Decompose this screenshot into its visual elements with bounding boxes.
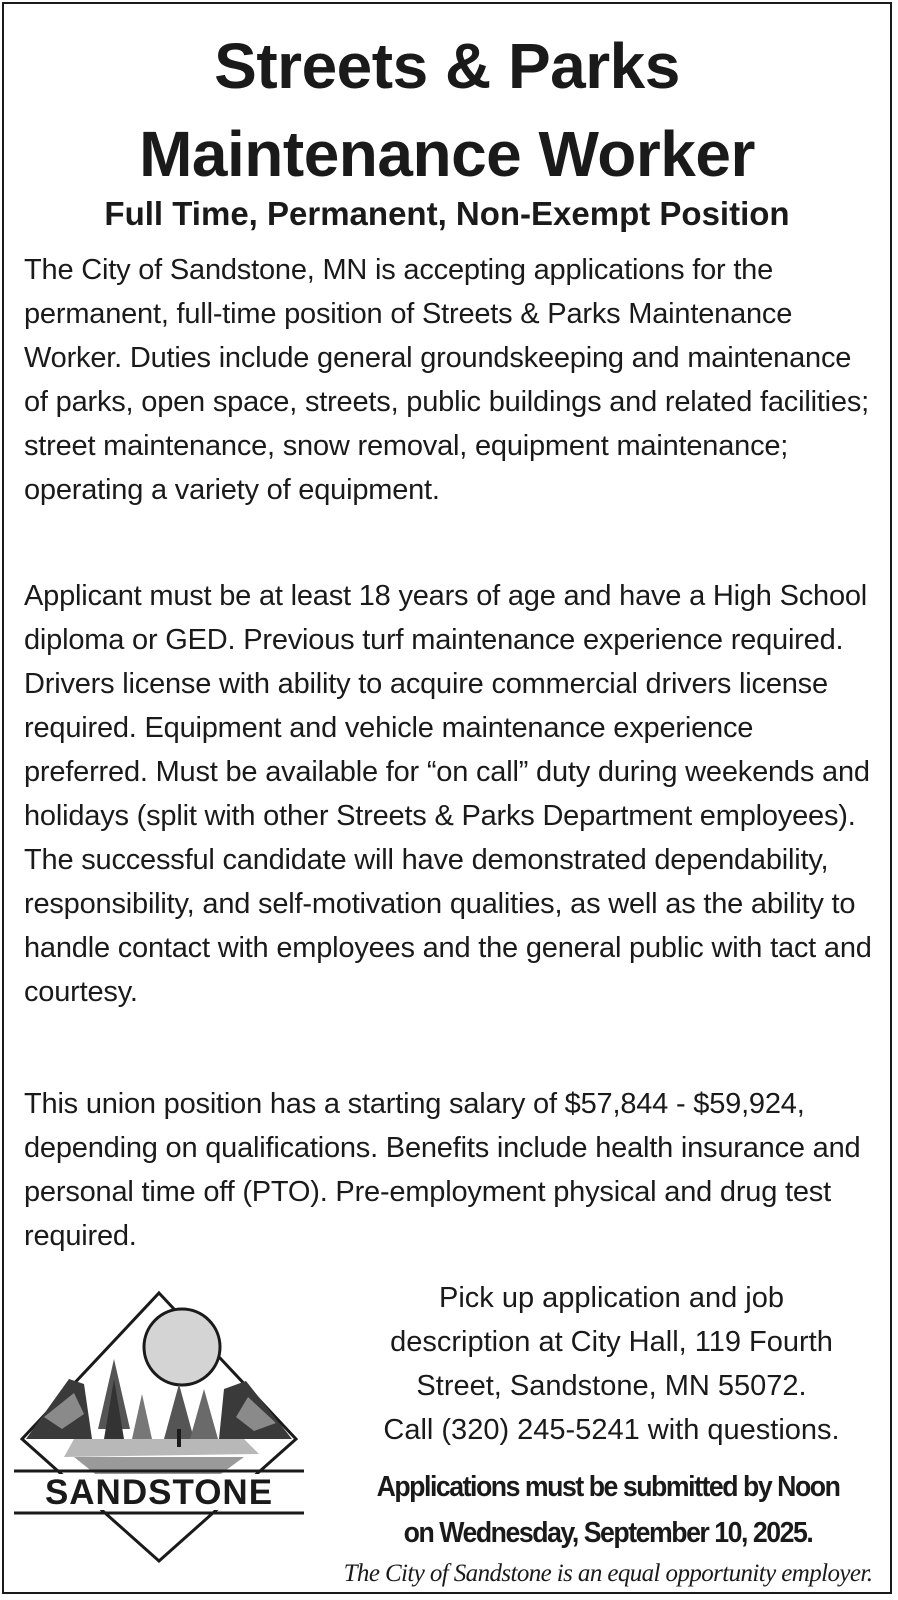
sandstone-city-logo (14, 1289, 304, 1569)
logo-sun (144, 1309, 220, 1385)
equal-opportunity-statement: The City of Sandstone is an equal opportunity employer. (343, 1560, 873, 1587)
application-pickup-info (334, 1276, 889, 1452)
job-title-line-2: Maintenance Worker (139, 118, 755, 191)
job-advertisement (2, 2, 892, 1594)
sandstone-logo-graphic (14, 1289, 304, 1569)
contact-phone-line: Call (320) 245-5241 with questions. (383, 1414, 840, 1446)
logo-wordmark: SANDSTONE (44, 1473, 274, 1512)
position-type: Full Time, Permanent, Non-Exempt Position (104, 195, 790, 232)
contact-line-2: description at City Hall, 119 Fourth (390, 1326, 833, 1358)
salary-paragraph: This union position has a starting salary of $57,844 - $59,924, depending on qualifications. Benefits include health insurance and personal time off (PTO). Pre-employment physical and drug test required. (24, 1088, 861, 1252)
deadline-line-1: Applications must be submitted by Noon (376, 1471, 840, 1503)
logo-water (64, 1439, 259, 1457)
application-deadline (345, 1464, 871, 1556)
deadline-line-2: on Wednesday, September 10, 2025. (403, 1517, 813, 1549)
duties-paragraph: The City of Sandstone, MN is accepting applications for the permanent, full-time position of Streets & Parks Maintenance Worker. Duties include general groundskeeping and maintenance of parks, open space, streets, public buildings and related facilities; street maintenance, snow removal, equipment maintenance; operating a variety of equipment. (24, 254, 870, 506)
job-title-line-1: Streets & Parks (214, 30, 680, 102)
contact-line-1: Pick up application and job (438, 1282, 784, 1314)
requirements-paragraph: Applicant must be at least 18 years of age and have a High School diploma or GED. Previous turf maintenance experience required. Drivers license with ability to acquire commercial drivers license required. Equipment and vehicle maintenance experience preferred. Must be available for “on call” duty during weekends and holidays (split with other Streets & Parks Department employees). The successful candidate will have demonstrated dependability, responsibility, and self-motivation qualities, as well as the ability to handle contact with employees and the general public with tact and courtesy. (24, 580, 872, 1008)
contact-line-3: Street, Sandstone, MN 55072. (416, 1370, 807, 1402)
job-title (4, 22, 890, 199)
